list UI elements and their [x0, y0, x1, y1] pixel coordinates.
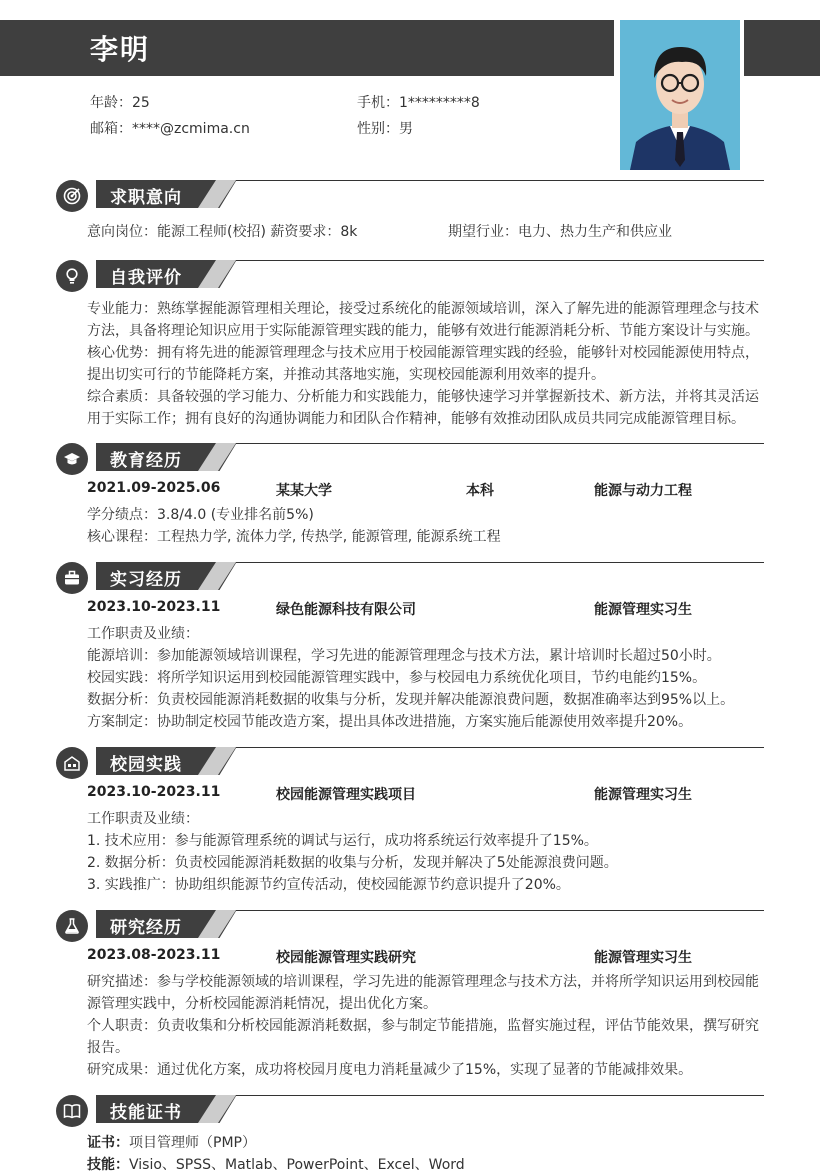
gender-field	[357, 118, 413, 138]
education-period: 2021.09-2025.06	[87, 480, 221, 496]
target-icon	[56, 180, 88, 212]
cert-label: 证书：	[87, 1135, 129, 1151]
email-value: ****@zcmima.cn	[132, 121, 250, 137]
phone-label: 手机：	[357, 95, 399, 111]
internship-line: 校园实践：将所学知识运用到校园能源管理实践中，参与校园电力系统优化项目，节约电能约15%。	[87, 670, 707, 686]
research-paragraph: 研究描述：参与学校能源领域的培训课程，学习先进的能源管理理念与技术方法，并将所学知识运用到校园能源管理实践中，分析校园能源消耗情况，提出优化方案。	[87, 974, 759, 1012]
self-eval-paragraph: 综合素质：具备较强的学习能力、分析能力和实践能力，能够快速学习并掌握新技术、新方法，并将其灵活运用于实际工作；拥有良好的沟通协调能力和团队合作精神，能够有效推动团队成员共同完成能源管理目标。	[87, 389, 759, 427]
email-label: 邮箱：	[90, 121, 132, 137]
campus-line: 工作职责及业绩：	[87, 811, 199, 827]
building-icon	[56, 747, 88, 779]
section-intention-header	[56, 180, 764, 212]
internship-company: 绿色能源科技有限公司	[276, 602, 416, 618]
education-courses: 核心课程：工程热力学, 流体力学, 传热学, 能源管理, 能源系统工程	[87, 529, 501, 545]
skill-label: 技能：	[87, 1157, 129, 1173]
section-title-intention: 求职意向	[110, 188, 182, 208]
section-title-self-eval: 自我评价	[110, 268, 182, 288]
campus-role: 能源管理实习生	[594, 787, 692, 803]
campus-line: 1. 技术应用：参与能源管理系统的调试与运行，成功将系统运行效率提升了15%。	[87, 833, 598, 849]
gender-value: 男	[399, 121, 413, 137]
intention-salary: 薪资要求：8k	[270, 224, 358, 240]
lightbulb-icon	[56, 260, 88, 292]
campus-line: 2. 数据分析：负责校园能源消耗数据的收集与分析，发现并解决了5处能源浪费问题。	[87, 855, 618, 871]
education-school: 某某大学	[276, 483, 332, 499]
internship-line: 工作职责及业绩：	[87, 626, 199, 642]
self-eval-paragraph: 专业能力：熟练掌握能源管理相关理论，接受过系统化的能源领域培训，深入了解先进的能源管理理念与技术方法，具备将理论知识应用于实际能源管理实践的能力，能够有效进行能源消耗分析、节能方案设计与实施。	[87, 301, 759, 339]
gender-label: 性别：	[357, 121, 399, 137]
email-field	[90, 118, 250, 138]
section-title-skills: 技能证书	[110, 1103, 182, 1123]
internship-line: 能源培训：参加能源领域培训课程，学习先进的能源管理理念与技术方法，累计培训时长超过50小时。	[87, 648, 721, 664]
cert-line	[87, 1132, 765, 1154]
flask-icon	[56, 910, 88, 942]
phone-value: 1*********8	[399, 95, 480, 111]
research-role: 能源管理实习生	[594, 950, 692, 966]
education-gpa: 学分绩点：3.8/4.0 (专业排名前5%)	[87, 507, 314, 523]
campus-period: 2023.10-2023.11	[87, 784, 221, 800]
name-bar-right	[744, 20, 820, 76]
research-row	[87, 947, 765, 969]
age-label: 年龄：	[90, 95, 132, 111]
profile-photo	[620, 20, 740, 170]
section-self-eval-header	[56, 260, 764, 292]
graduation-cap-icon	[56, 443, 88, 475]
self-eval-paragraph: 核心优势：拥有将先进的能源管理理念与技术应用于校园能源管理实践的经验，能够针对校园能源使用特点，提出切实可行的节能降耗方案，并推动其落地实施，实现校园能源利用效率的提升。	[87, 345, 759, 383]
section-skills-header	[56, 1095, 764, 1127]
section-title-campus: 校园实践	[110, 755, 182, 775]
cert-value: 项目管理师（PMP）	[129, 1135, 256, 1151]
section-title-research: 研究经历	[110, 918, 182, 938]
campus-line: 3. 实践推广：协助组织能源节约宣传活动，使校园能源节约意识提升了20%。	[87, 877, 570, 893]
section-title-internship: 实习经历	[110, 570, 182, 590]
skill-line	[87, 1154, 765, 1176]
research-period: 2023.08-2023.11	[87, 947, 221, 963]
skill-value: Visio、SPSS、Matlab、PowerPoint、Excel、Word	[129, 1157, 465, 1173]
section-internship-header	[56, 562, 764, 594]
internship-line: 方案制定：协助制定校园节能改造方案，提出具体改进措施，方案实施后能源使用效率提升20%。	[87, 714, 693, 730]
intention-industry: 期望行业：电力、热力生产和供应业	[448, 224, 672, 240]
campus-project: 校园能源管理实践项目	[276, 787, 416, 803]
research-project: 校园能源管理实践研究	[276, 950, 416, 966]
section-title-education: 教育经历	[110, 451, 182, 471]
age-field	[90, 92, 150, 112]
section-campus-header	[56, 747, 764, 779]
research-paragraph: 研究成果：通过优化方案，成功将校园月度电力消耗量减少了15%，实现了显著的节能减排效果。	[87, 1062, 693, 1078]
education-row	[87, 480, 765, 502]
internship-period: 2023.10-2023.11	[87, 599, 221, 615]
age-value: 25	[132, 95, 150, 111]
book-icon	[56, 1095, 88, 1127]
internship-line: 数据分析：负责校园能源消耗数据的收集与分析，发现并解决能源浪费问题，数据准确率达到95%以上。	[87, 692, 735, 708]
internship-role: 能源管理实习生	[594, 602, 692, 618]
research-paragraph: 个人职责：负责收集和分析校园能源消耗数据，参与制定节能措施，监督实施过程，评估节能效果，撰写研究报告。	[87, 1018, 759, 1056]
intention-position-text: 意向岗位：能源工程师(校招)	[87, 224, 266, 240]
section-research-header	[56, 910, 764, 942]
campus-row	[87, 784, 765, 806]
education-degree: 本科	[466, 483, 494, 499]
education-major: 能源与动力工程	[594, 483, 692, 499]
section-education-header	[56, 443, 764, 475]
candidate-name: 李明	[90, 33, 151, 66]
briefcase-icon	[56, 562, 88, 594]
phone-field	[357, 92, 480, 112]
internship-row	[87, 599, 765, 621]
